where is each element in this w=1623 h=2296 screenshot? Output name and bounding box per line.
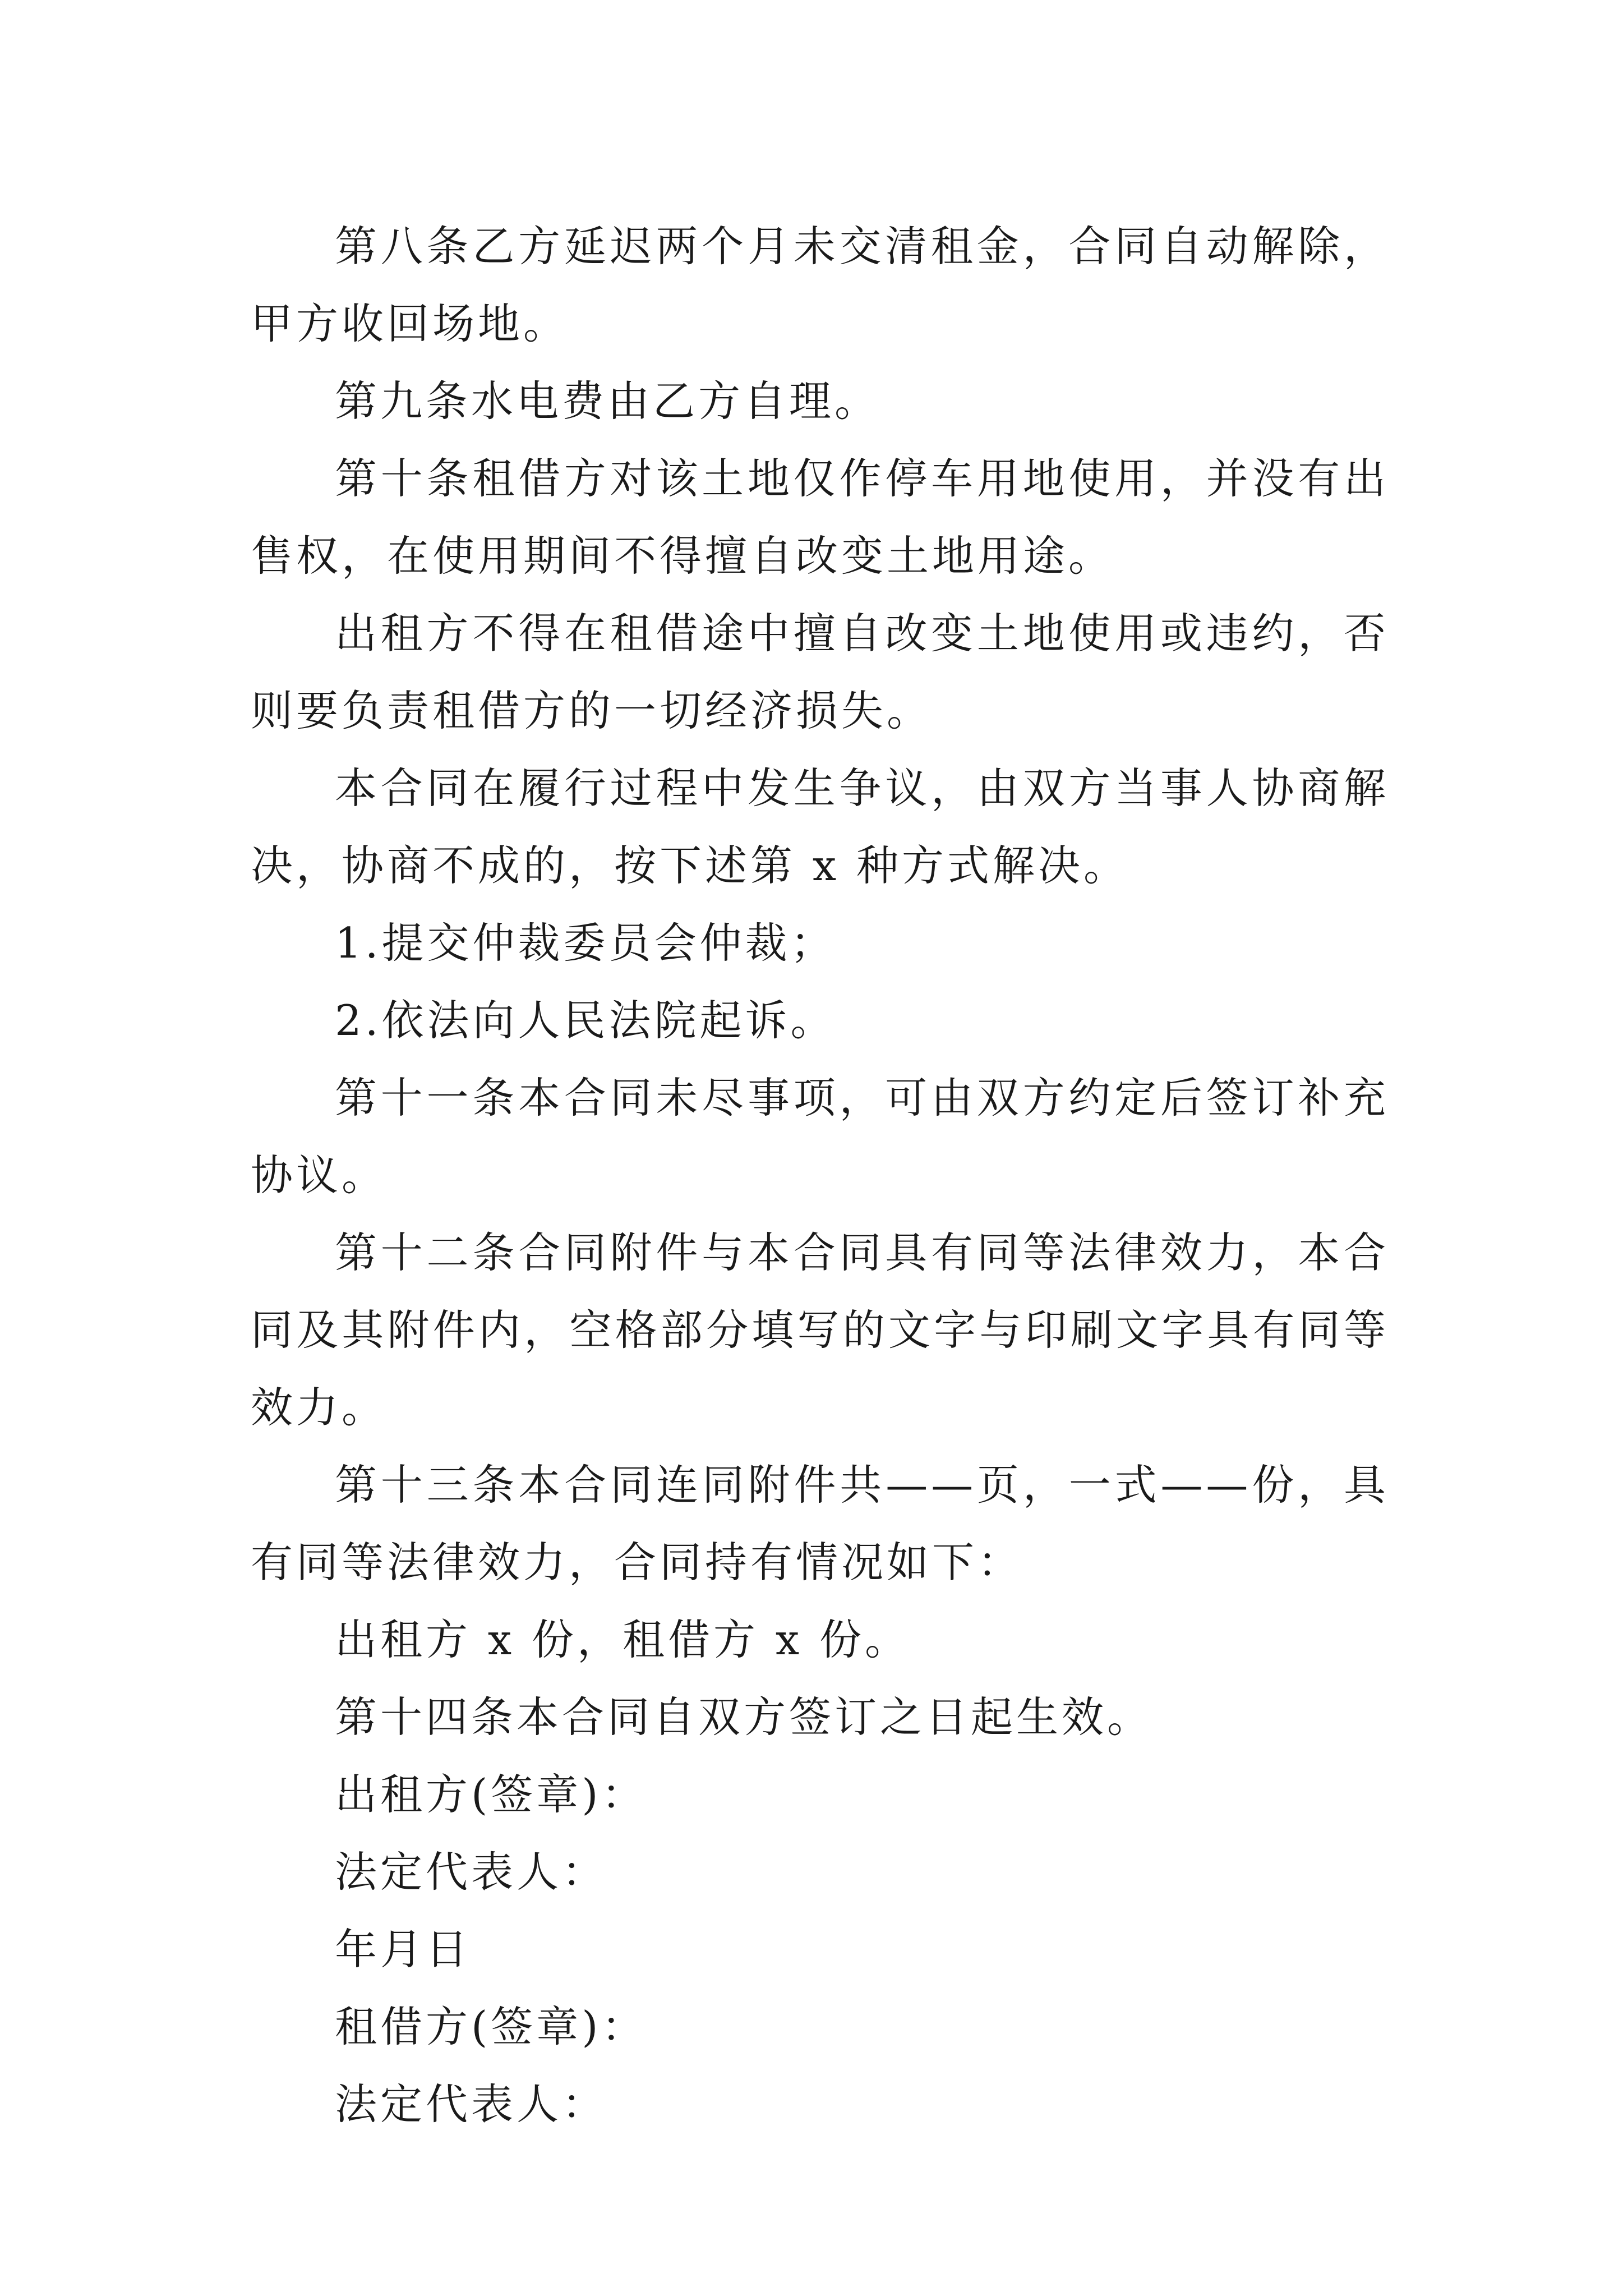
lessor-representative-label: 法定代表人： — [335, 1847, 608, 1897]
lessor-obligation: 出租方不得在租借途中擅自改变土地使用或违约，否则要负责租借方的一切经济损失。 — [251, 609, 1389, 735]
document-body — [251, 208, 1389, 2143]
clause-9: 第九条水电费由乙方自理。 — [335, 376, 880, 426]
lessor-signature-label: 出租方(签章)： — [335, 1770, 647, 1819]
clause-8: 第八条乙方延迟两个月未交清租金，合同自动解除，甲方收回场地。 — [251, 222, 1389, 348]
clause-14: 第十四条本合同自双方签订之日起生效。 — [335, 1692, 1153, 1742]
lessee-signature-label: 租借方(签章)： — [335, 2002, 647, 2051]
dispute-resolution: 本合同在履行过程中发生争议，由双方当事人协商解决，协商不成的，按下述第 x 种方式解决。 — [251, 763, 1389, 890]
dispute-option-2: 2.依法向人民法院起诉。 — [335, 996, 836, 1045]
clause-12: 第十二条合同附件与本合同具有同等法律效力，本合同及其附件内，空格部分填写的文字与印刷文字具有同等效力。 — [251, 1228, 1389, 1432]
clause-11: 第十一条本合同未尽事项，可由双方约定后签订补充协议。 — [251, 1073, 1389, 1200]
dispute-option-1: 1.提交仲裁委员会仲裁； — [335, 918, 836, 968]
clause-10: 第十条租借方对该土地仅作停车用地使用，并没有出售权，在使用期间不得擅自改变土地用途。 — [251, 454, 1389, 581]
copies-distribution: 出租方 x 份，租借方 x 份。 — [335, 1615, 910, 1664]
signing-date-label: 年月日 — [335, 1925, 472, 1974]
clause-13: 第十三条本合同连同附件共——页，一式——份，具有同等法律效力，合同持有情况如下： — [251, 1460, 1389, 1587]
lessee-representative-label: 法定代表人： — [335, 2079, 608, 2129]
